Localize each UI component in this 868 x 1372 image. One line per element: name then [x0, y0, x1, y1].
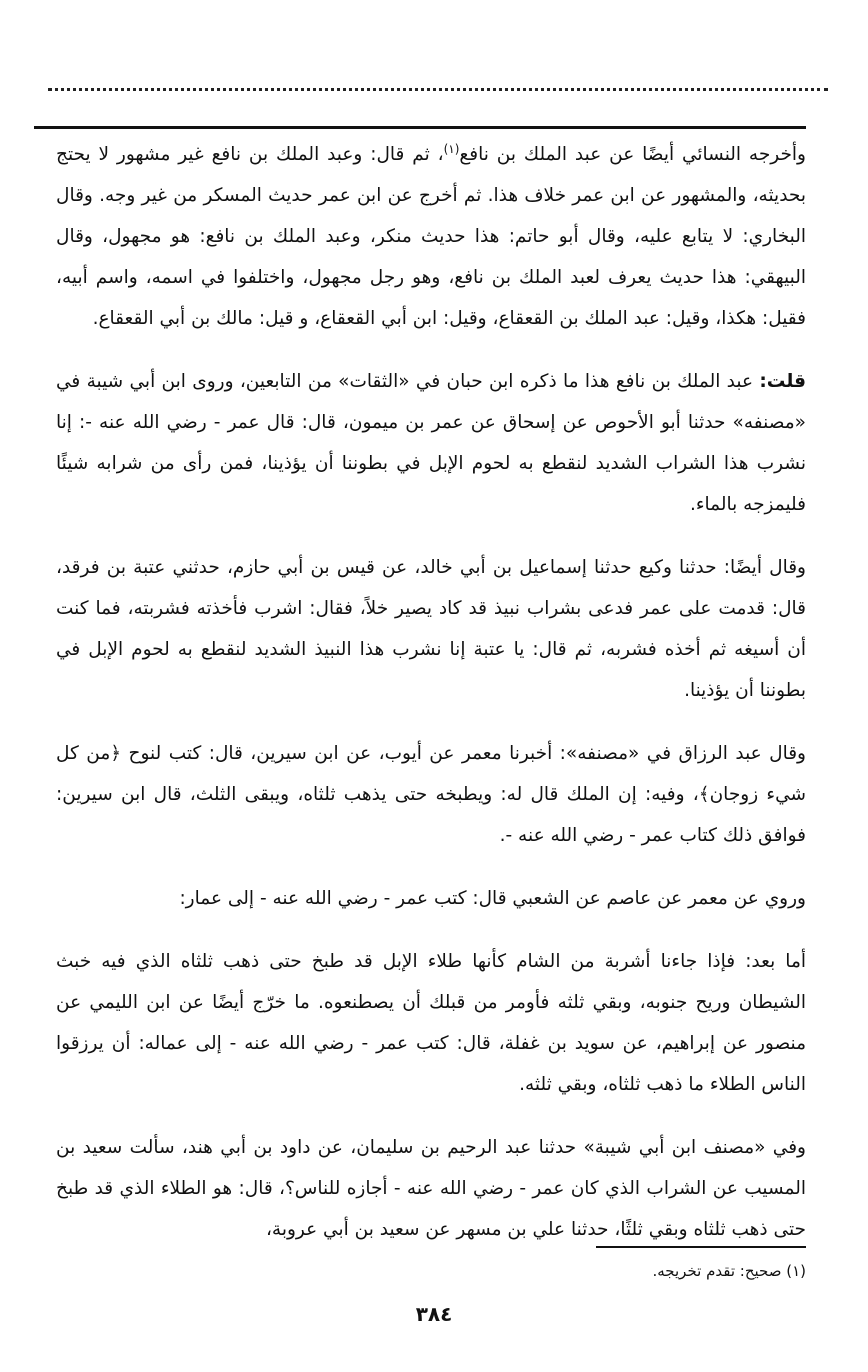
paragraph-3 [56, 547, 806, 711]
footnote: (١) صحيح: تقدم تخريجه. [652, 1262, 806, 1280]
paragraph-text: وروي عن معمر عن عاصم عن الشعبي قال: كتب عمر - رضي الله عنه - إلى عمار: [179, 888, 806, 909]
paragraph-text: أما بعد: فإذا جاءنا أشربة من الشام كأنها طلاء الإبل قد طبخ حتى ذهب ثلثاه الذي فيه خبث الشيطان وريح جنوبه، وبقي ثلثه فأومر من قبلك أن يصطنعوه. ما خرّج أيضًا عن ابن الليمي عن منصور عن إبراهيم، عن سويد بن غفلة، قال: كتب عمر - رضي الله عنه - إلى عماله: أن يرزقوا الناس الطلاء ما ذهب ثلثاه، وبقي ثلثه. [56, 951, 806, 1095]
paragraph-1 [56, 134, 806, 339]
paragraph-2 [56, 361, 806, 525]
footnote-marker: (١) [443, 141, 460, 156]
paragraph-4 [56, 733, 806, 856]
paragraph-text: عبد الملك بن نافع هذا ما ذكره ابن حبان في «الثقات» من التابعين، وروى ابن أبي شيبة في «مصنفه» حدثنا أبو الأحوص عن إسحاق عن عمر بن ميمون، قال: قال عمر - رضي الله عنه -: إنا نشرب هذا الشراب الشديد لنقطع به لحوم الإبل في بطوننا أن يؤذينا، فمن رأى من شرابه شيئًا فليمزجه بالماء. [56, 371, 806, 515]
paragraph-text: وفي «مصنف ابن أبي شيبة» حدثنا عبد الرحيم بن سليمان، عن داود بن أبي هند، سألت سعيد بن المسيب عن الشراب الذي كان عمر - رضي الله عنه - أجازه للناس؟، قال: هو الطلاء الذي قد طبخ حتى ذهب ثلثاه وبقي ثلثًا، حدثنا علي بن مسهر عن سعيد بن أبي عروبة، [56, 1137, 806, 1240]
paragraph-6 [56, 941, 806, 1105]
paragraph-7 [56, 1127, 806, 1250]
page-number: ٣٨٤ [415, 1302, 453, 1326]
paragraph-text: وقال أيضًا: حدثنا وكيع حدثنا إسماعيل بن أبي خالد، عن قيس بن أبي حازم، حدثني عتبة بن فرقد، قال: قدمت على عمر فدعى بشراب نبيذ قد كاد يصير خلاً، فقال: اشرب فأخذته فشربته، فما كنت أن أسيغه ثم أخذه فشربه، ثم قال: يا عتبة إنا نشرب هذا النبيذ الشديد لنقطع به لحوم الإبل في بطوننا أن يؤذينا. [56, 557, 806, 701]
paragraph-text: ، ثم قال: وعبد الملك بن نافع غير مشهور لا يحتج بحديثه، والمشهور عن ابن عمر خلاف هذا. ثم أخرج عن ابن عمر حديث المسكر من غير وجه. وقال البخاري: لا يتابع عليه، وقال أبو حاتم: هذا حديث منكر، وعبد الملك بن نافع: هو مجهول، وقال البيهقي: هذا حديث يعرف لعبد الملك بن نافع، وهو رجل مجهول، واختلفوا في اسمه، واسم أبيه، فقيل: هكذا، وقيل: عبد الملك بن القعقاع، وقيل: ابن أبي القعقاع، و قيل: مالك بن أبي القعقاع. [56, 144, 806, 329]
footnote-rule [596, 1246, 806, 1248]
dotted-header-line [48, 88, 828, 91]
main-text [56, 134, 806, 1272]
paragraph-5 [56, 878, 806, 919]
paragraph-text: وقال عبد الرزاق في «مصنفه»: أخبرنا معمر عن أيوب، عن ابن سيرين، قال: كتب لنوح ﴿من كل شيء زوجان﴾، وفيه: إن الملك قال له: ويطبخه حتى يذهب ثلثاه، ويبقى الثلث، قال ابن سيرين: فوافق ذلك كتاب عمر - رضي الله عنه -. [56, 743, 806, 846]
paragraph-text-before-marker: وأخرجه النسائي أيضًا عن عبد الملك بن نافع [459, 144, 806, 165]
header-rule [34, 126, 806, 129]
paragraph-lead: قلت: [759, 371, 806, 392]
